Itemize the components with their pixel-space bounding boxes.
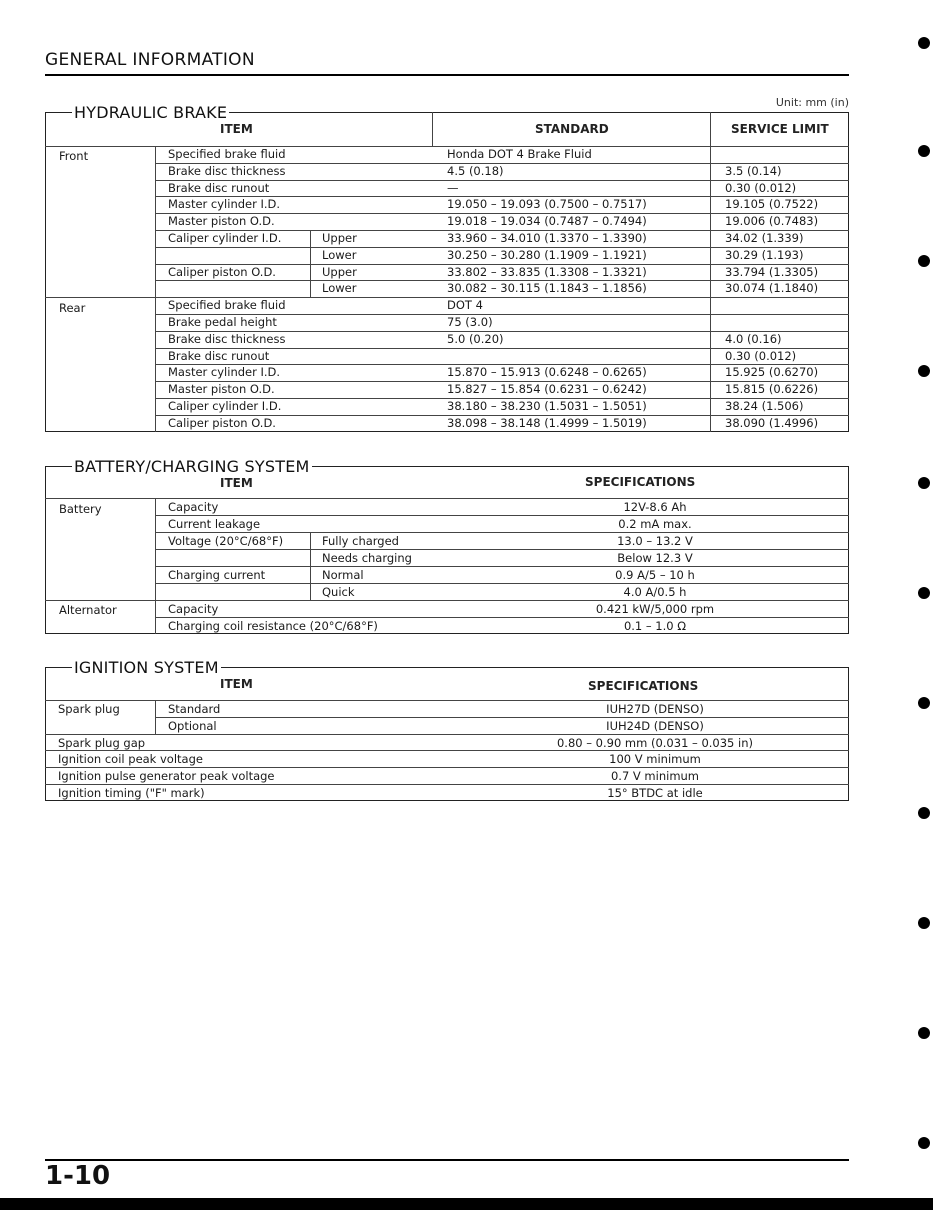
row-service-limit: 30.074 (1.1840) xyxy=(725,281,819,296)
row-specification: 100 V minimum xyxy=(609,752,701,767)
row-item: Voltage (20°C/68°F) xyxy=(168,534,284,548)
group-label-alternator: Alternator xyxy=(59,603,117,617)
row-specification: Below 12.3 V xyxy=(617,551,693,565)
row-item: Brake disc thickness xyxy=(168,331,286,346)
ignition-system-section xyxy=(45,658,849,801)
row-standard: 33.960 – 34.010 (1.3370 – 1.3390) xyxy=(447,231,647,245)
row-standard: 5.0 (0.20) xyxy=(447,331,504,346)
row-standard: 19.018 – 19.034 (0.7487 – 0.7494) xyxy=(447,214,647,229)
row-specification: 13.0 – 13.2 V xyxy=(617,534,693,548)
row-subitem: Needs charging xyxy=(322,551,412,565)
punch-hole xyxy=(918,807,930,819)
punch-hole xyxy=(918,37,930,49)
row-standard: 19.050 – 19.093 (0.7500 – 0.7517) xyxy=(447,197,647,212)
row-item: Spark plug xyxy=(58,702,120,716)
row-service-limit: 19.105 (0.7522) xyxy=(725,197,819,212)
row-item: Ignition pulse generator peak voltage xyxy=(58,769,275,784)
column-header-specifications: SPECIFICATIONS xyxy=(588,679,699,693)
row-item: Caliper piston O.D. xyxy=(168,264,276,279)
row-subitem: Standard xyxy=(168,702,221,716)
row-service-limit: 0.30 (0.012) xyxy=(725,180,797,195)
row-specification: 0.9 A/5 – 10 h xyxy=(615,568,695,582)
footer-rule xyxy=(45,1159,849,1161)
row-service-limit: 19.006 (0.7483) xyxy=(725,214,819,229)
row-service-limit: 38.090 (1.4996) xyxy=(725,415,819,430)
column-header-item: ITEM xyxy=(220,476,253,490)
row-item: Spark plug gap xyxy=(58,735,146,750)
row-item: Current leakage xyxy=(168,517,261,531)
row-specification: IUH24D (DENSO) xyxy=(606,718,704,733)
row-standard: — xyxy=(447,180,459,195)
row-item: Brake disc thickness xyxy=(168,163,286,178)
section-title: HYDRAULIC BRAKE xyxy=(74,103,228,122)
punch-hole xyxy=(918,917,930,929)
row-item: Ignition timing ("F" mark) xyxy=(58,786,205,800)
row-standard: 30.250 – 30.280 (1.1909 – 1.1921) xyxy=(447,247,647,262)
row-standard: 15.827 – 15.854 (0.6231 – 0.6242) xyxy=(447,382,647,397)
row-subitem: Upper xyxy=(322,264,357,279)
punch-hole xyxy=(918,145,930,157)
row-service-limit: 33.794 (1.3305) xyxy=(725,264,819,279)
column-header-standard: STANDARD xyxy=(535,122,609,136)
punch-hole xyxy=(918,477,930,489)
row-subitem: Fully charged xyxy=(322,534,399,548)
row-specification: IUH27D (DENSO) xyxy=(606,702,704,716)
row-service-limit: 15.815 (0.6226) xyxy=(725,382,819,397)
row-specification: 15° BTDC at idle xyxy=(607,786,703,800)
column-header-item: ITEM xyxy=(220,122,253,136)
row-subitem: Quick xyxy=(322,585,355,599)
row-item: Caliper cylinder I.D. xyxy=(168,399,282,413)
row-item: Brake pedal height xyxy=(168,315,277,329)
column-header-specifications: SPECIFICATIONS xyxy=(585,475,696,489)
scan-edge xyxy=(0,1198,933,1210)
page-header: GENERAL INFORMATION xyxy=(45,50,255,70)
battery-charging-section xyxy=(45,457,849,634)
row-item: Charging coil resistance (20°C/68°F) xyxy=(168,619,378,633)
row-service-limit: 30.29 (1.193) xyxy=(725,247,804,262)
row-item: Charging current xyxy=(168,568,266,582)
punch-hole xyxy=(918,697,930,709)
row-item: Caliper cylinder I.D. xyxy=(168,231,282,245)
row-subitem: Lower xyxy=(322,247,357,262)
row-standard: 4.5 (0.18) xyxy=(447,163,504,178)
punch-hole xyxy=(918,1027,930,1039)
punch-hole xyxy=(918,255,930,267)
row-service-limit: 4.0 (0.16) xyxy=(725,331,782,346)
row-service-limit: 15.925 (0.6270) xyxy=(725,365,819,380)
hydraulic-brake-section xyxy=(45,96,849,432)
row-specification: 0.1 – 1.0 Ω xyxy=(623,619,687,633)
row-subitem: Normal xyxy=(322,568,364,582)
row-item: Capacity xyxy=(168,602,219,616)
group-label-rear: Rear xyxy=(59,301,86,315)
row-specification: 4.0 A/0.5 h xyxy=(623,585,687,599)
row-item: Capacity xyxy=(168,500,219,514)
row-item: Brake disc runout xyxy=(168,180,270,195)
row-item: Ignition coil peak voltage xyxy=(58,752,203,767)
row-standard: 33.802 – 33.835 (1.3308 – 1.3321) xyxy=(447,264,647,279)
row-subitem: Lower xyxy=(322,281,357,296)
unit-label: Unit: mm (in) xyxy=(775,96,849,109)
header-rule xyxy=(45,74,849,76)
punch-hole xyxy=(918,365,930,377)
page-number: 1-10 xyxy=(45,1161,111,1191)
row-item: Master piston O.D. xyxy=(168,214,275,229)
row-specification: 12V-8.6 Ah xyxy=(623,500,687,514)
row-item: Caliper piston O.D. xyxy=(168,415,276,430)
row-item: Brake disc runout xyxy=(168,348,270,363)
row-standard: 38.098 – 38.148 (1.4999 – 1.5019) xyxy=(447,415,647,430)
row-specification: 0.7 V minimum xyxy=(610,769,700,784)
row-standard: 15.870 – 15.913 (0.6248 – 0.6265) xyxy=(447,365,647,380)
row-item: Specified brake fluid xyxy=(168,147,286,161)
row-standard: 30.082 – 30.115 (1.1843 – 1.1856) xyxy=(447,281,647,296)
row-service-limit: 34.02 (1.339) xyxy=(725,231,804,245)
row-service-limit: 0.30 (0.012) xyxy=(725,348,797,363)
row-standard: Honda DOT 4 Brake Fluid xyxy=(447,147,592,161)
section-title: IGNITION SYSTEM xyxy=(74,658,219,677)
row-subitem: Upper xyxy=(322,231,357,245)
row-standard: 38.180 – 38.230 (1.5031 – 1.5051) xyxy=(447,399,647,413)
punch-hole xyxy=(918,1137,930,1149)
group-label-front: Front xyxy=(59,149,89,163)
row-standard: 75 (3.0) xyxy=(447,315,493,329)
punch-hole xyxy=(918,587,930,599)
row-subitem: Optional xyxy=(168,718,217,733)
group-label-battery: Battery xyxy=(59,502,102,516)
column-header-item: ITEM xyxy=(220,677,253,691)
section-title: BATTERY/CHARGING SYSTEM xyxy=(74,457,310,476)
row-item: Master piston O.D. xyxy=(168,382,275,397)
row-item: Master cylinder I.D. xyxy=(168,365,281,380)
row-specification: 0.2 mA max. xyxy=(618,517,692,531)
row-specification: 0.80 – 0.90 mm (0.031 – 0.035 in) xyxy=(556,735,753,750)
row-service-limit: 38.24 (1.506) xyxy=(725,399,804,413)
column-header-service-limit: SERVICE LIMIT xyxy=(731,122,829,136)
row-service-limit: 3.5 (0.14) xyxy=(725,163,782,178)
row-specification: 0.421 kW/5,000 rpm xyxy=(595,602,715,616)
row-item: Specified brake fluid xyxy=(168,298,286,313)
row-standard: DOT 4 xyxy=(447,298,483,313)
row-item: Master cylinder I.D. xyxy=(168,197,281,212)
